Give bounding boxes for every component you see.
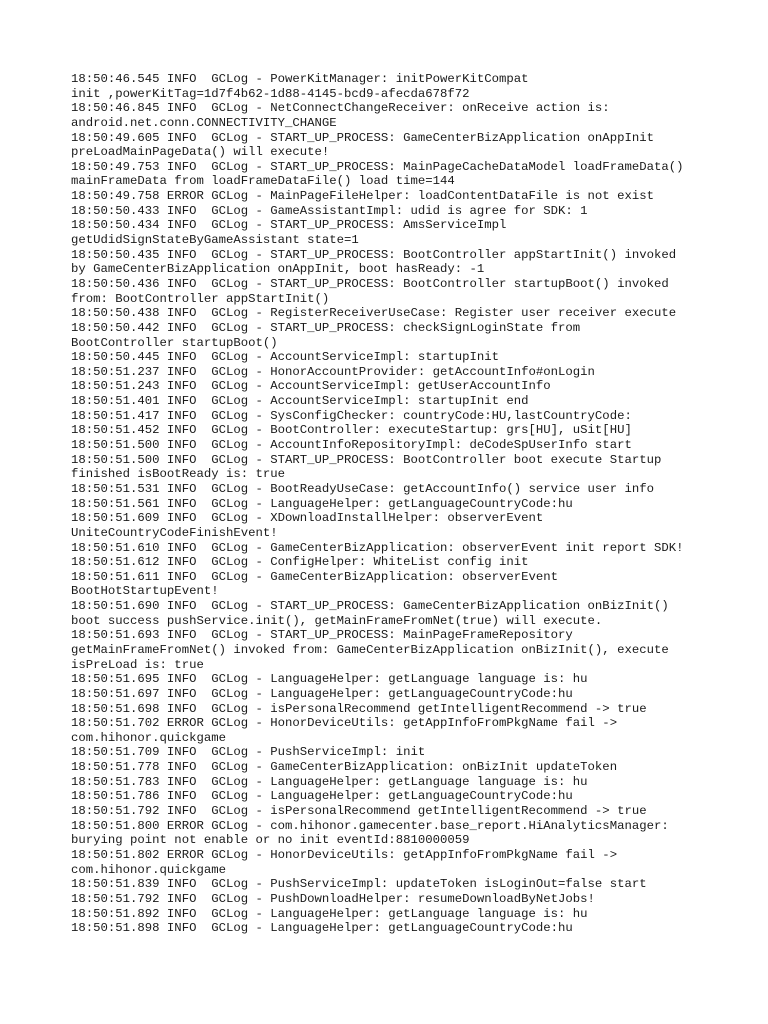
log-line: by GameCenterBizApplication onAppInit, boot hasReady: -1	[71, 262, 485, 277]
log-line: 18:50:50.442 INFO GCLog - START_UP_PROCESS: checkSignLoginState from	[71, 320, 581, 335]
log-line: getUdidSignStateByGameAssistant state=1	[71, 233, 359, 248]
log-line: 18:50:49.605 INFO GCLog - START_UP_PROCESS: GameCenterBizApplication onAppInit	[71, 130, 654, 145]
log-line: 18:50:51.698 INFO GCLog - isPersonalRecommend getIntelligentRecommend -> true	[71, 701, 647, 716]
log-line: 18:50:51.690 INFO GCLog - START_UP_PROCESS: GameCenterBizApplication onBizInit()	[71, 599, 669, 614]
log-line: BootController startupBoot()	[71, 335, 278, 350]
log-line: 18:50:51.243 INFO GCLog - AccountServiceImpl: getUserAccountInfo	[71, 379, 551, 394]
log-line: 18:50:51.839 INFO GCLog - PushServiceImpl: updateToken isLoginOut=false start	[71, 877, 647, 892]
log-line: 18:50:51.792 INFO GCLog - isPersonalRecommend getIntelligentRecommend -> true	[71, 804, 647, 819]
log-line: 18:50:51.786 INFO GCLog - LanguageHelper: getLanguageCountryCode:hu	[71, 789, 573, 804]
log-line: 18:50:51.611 INFO GCLog - GameCenterBizApplication: observerEvent	[71, 569, 559, 584]
log-line: 18:50:51.401 INFO GCLog - AccountServiceImpl: startupInit end	[71, 394, 529, 409]
log-line: 18:50:51.695 INFO GCLog - LanguageHelper: getLanguage language is: hu	[71, 672, 588, 687]
log-line: 18:50:51.778 INFO GCLog - GameCenterBizApplication: onBizInit updateToken	[71, 760, 618, 775]
log-line: 18:50:50.445 INFO GCLog - AccountServiceImpl: startupInit	[71, 350, 500, 365]
log-line: burying point not enable or no init eventId:8810000059	[71, 833, 470, 848]
log-line: android.net.conn.CONNECTIVITY_CHANGE	[71, 115, 337, 130]
log-line: 18:50:50.436 INFO GCLog - START_UP_PROCESS: BootController startupBoot() invoked	[71, 276, 669, 291]
log-line: boot success pushService.init(), getMainFrameFromNet(true) will execute.	[71, 613, 603, 628]
log-line: 18:50:51.783 INFO GCLog - LanguageHelper: getLanguage language is: hu	[71, 774, 588, 789]
log-line: UniteCountryCodeFinishEvent!	[71, 525, 278, 540]
log-line: 18:50:51.898 INFO GCLog - LanguageHelper: getLanguageCountryCode:hu	[71, 921, 573, 936]
log-line: 18:50:51.892 INFO GCLog - LanguageHelper: getLanguage language is: hu	[71, 906, 588, 921]
log-line: 18:50:51.800 ERROR GCLog - com.hihonor.gamecenter.base_report.HiAnalyticsManager:	[71, 818, 669, 833]
log-line: com.hihonor.quickgame	[71, 730, 226, 745]
log-line: 18:50:51.531 INFO GCLog - BootReadyUseCase: getAccountInfo() service user info	[71, 481, 654, 496]
log-line: 18:50:51.702 ERROR GCLog - HonorDeviceUtils: getAppInfoFromPkgName fail ->	[71, 716, 618, 731]
log-line: 18:50:49.753 INFO GCLog - START_UP_PROCESS: MainPageCacheDataModel loadFrameData()	[71, 159, 684, 174]
log-line: 18:50:46.545 INFO GCLog - PowerKitManager: initPowerKitCompat	[71, 72, 529, 86]
log-line: 18:50:51.500 INFO GCLog - START_UP_PROCESS: BootController boot execute Startup	[71, 452, 662, 467]
log-line: 18:50:46.845 INFO GCLog - NetConnectChangeReceiver: onReceive action is:	[71, 101, 610, 116]
log-line: 18:50:51.500 INFO GCLog - AccountInfoRepositoryImpl: deCodeSpUserInfo start	[71, 438, 632, 453]
log-line: 18:50:51.792 INFO GCLog - PushDownloadHelper: resumeDownloadByNetJobs!	[71, 891, 595, 906]
log-line: mainFrameData from loadFrameDataFile() load time=144	[71, 174, 455, 189]
log-line: com.hihonor.quickgame	[71, 862, 226, 877]
log-line: 18:50:51.709 INFO GCLog - PushServiceImpl: init	[71, 745, 426, 760]
log-line: 18:50:51.237 INFO GCLog - HonorAccountProvider: getAccountInfo#onLogin	[71, 364, 595, 379]
log-line: preLoadMainPageData() will execute!	[71, 145, 330, 160]
log-line: BootHotStartupEvent!	[71, 584, 219, 599]
log-line: 18:50:51.417 INFO GCLog - SysConfigChecker: countryCode:HU,lastCountryCode:	[71, 408, 632, 423]
log-line: 18:50:51.697 INFO GCLog - LanguageHelper: getLanguageCountryCode:hu	[71, 686, 573, 701]
log-line: 18:50:50.433 INFO GCLog - GameAssistantImpl: udid is agree for SDK: 1	[71, 203, 588, 218]
log-line: 18:50:50.435 INFO GCLog - START_UP_PROCESS: BootController appStartInit() invoked	[71, 247, 677, 262]
log-line: 18:50:50.438 INFO GCLog - RegisterReceiverUseCase: Register user receiver execute	[71, 306, 677, 321]
log-line: 18:50:51.693 INFO GCLog - START_UP_PROCESS: MainPageFrameRepository	[71, 628, 573, 643]
log-line: 18:50:51.609 INFO GCLog - XDownloadInstallHelper: observerEvent	[71, 511, 544, 526]
log-line: 18:50:51.612 INFO GCLog - ConfigHelper: WhiteList config init	[71, 555, 529, 570]
log-line: init ,powerKitTag=1d7f4b62-1d88-4145-bcd9-afecda678f72	[71, 86, 470, 101]
log-line: 18:50:50.434 INFO GCLog - START_UP_PROCESS: AmsServiceImpl	[71, 218, 507, 233]
log-line: 18:50:51.802 ERROR GCLog - HonorDeviceUtils: getAppInfoFromPkgName fail ->	[71, 847, 618, 862]
log-line: 18:50:51.561 INFO GCLog - LanguageHelper: getLanguageCountryCode:hu	[71, 496, 573, 511]
log-line: 18:50:49.758 ERROR GCLog - MainPageFileHelper: loadContentDataFile is not exist	[71, 189, 654, 204]
log-line: 18:50:51.452 INFO GCLog - BootController: executeStartup: grs[HU], uSit[HU]	[71, 423, 632, 438]
log-line: from: BootController appStartInit()	[71, 291, 330, 306]
log-line: finished isBootReady is: true	[71, 467, 286, 482]
log-text-block	[71, 72, 711, 936]
log-line: 18:50:51.610 INFO GCLog - GameCenterBizApplication: observerEvent init report SDK!	[71, 540, 684, 555]
log-line: getMainFrameFromNet() invoked from: GameCenterBizApplication onBizInit(), execute	[71, 642, 669, 657]
log-line: isPreLoad is: true	[71, 657, 204, 672]
